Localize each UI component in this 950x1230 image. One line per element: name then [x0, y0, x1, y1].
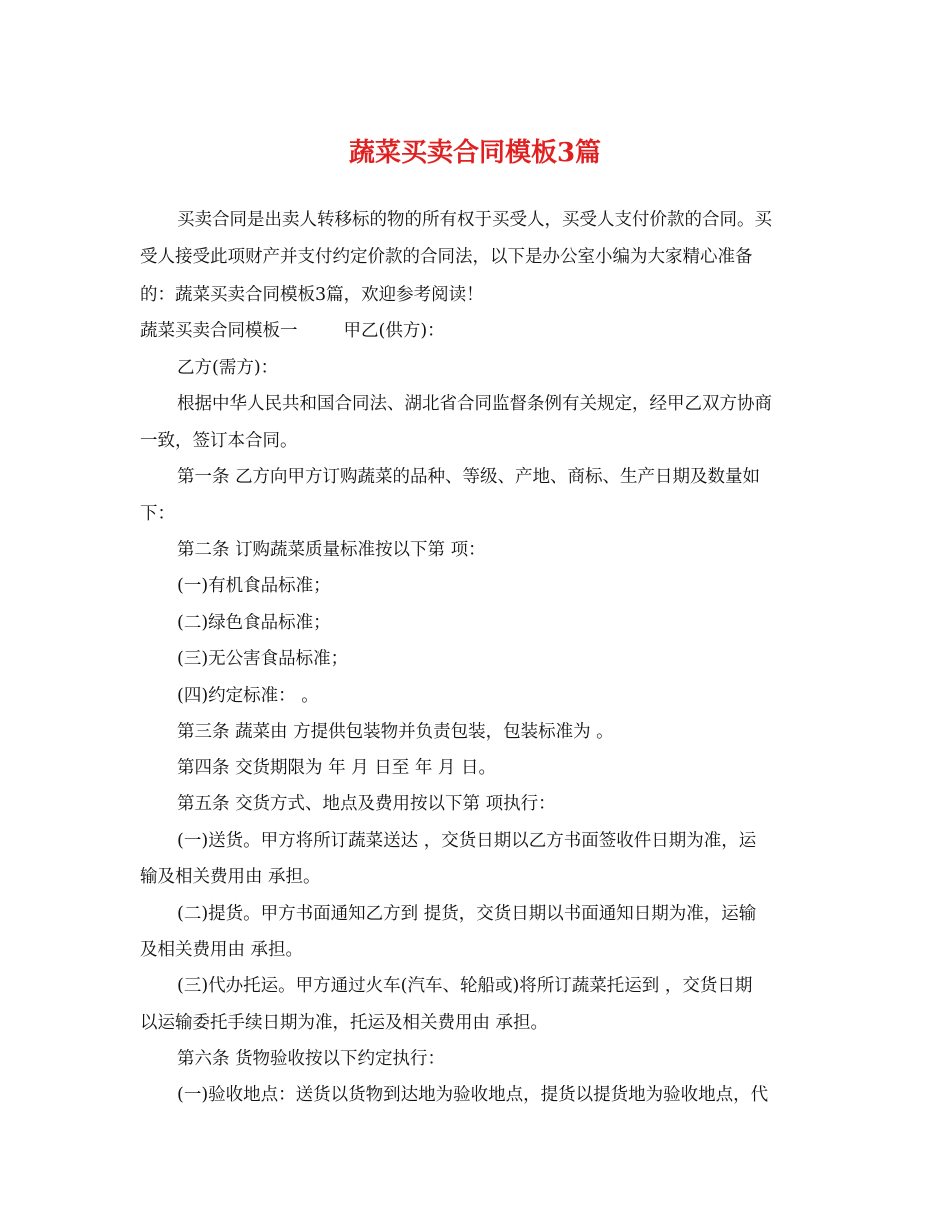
basis-line-2: 一致，签订本合同。 — [140, 431, 298, 451]
delivery-2-line-2: 及相关费用由 承担。 — [140, 940, 304, 960]
delivery-2-line-1: (二)提货。甲方书面通知乙方到 提货，交货日期以书面通知日期为准，运输 — [177, 904, 757, 924]
template-one-line — [140, 319, 820, 343]
delivery-3-line-1: (三)代办托运。甲方通过火车(汽车、轮船或)将所订蔬菜托运到 ，交货日期 — [177, 976, 753, 996]
intro-line-1: 买卖合同是出卖人转移标的物的所有权于买受人，买受人支付价款的合同。买 — [177, 210, 772, 230]
delivery-1-line-1: (一)送货。甲方将所订蔬菜送达 ，交货日期以乙方书面签收件日期为准，运 — [177, 831, 757, 851]
party-b-label: 乙方(需方)： — [177, 358, 279, 378]
standard-4: (四)约定标准： 。 — [177, 686, 319, 706]
party-a-label: 甲乙(供方)： — [343, 321, 445, 341]
template-one-heading: 蔬菜买卖合同模板一 — [140, 321, 298, 341]
intro-line-2: 受人接受此项财产并支付约定价款的合同法，以下是办公室小编为大家精心准备 — [140, 247, 753, 267]
standard-1: (一)有机食品标准； — [177, 576, 331, 596]
article-4: 第四条 交货期限为 年 月 日至 年 月 日。 — [177, 758, 496, 778]
article-2: 第二条 订购蔬菜质量标准按以下第 项： — [177, 540, 486, 560]
article-1-line-1: 第一条 乙方向甲方订购蔬菜的品种、等级、产地、商标、生产日期及数量如 — [177, 467, 761, 487]
delivery-3-line-2: 以运输委托手续日期为准，托运及相关费用由 承担。 — [140, 1013, 549, 1033]
delivery-1-line-2: 输及相关费用由 承担。 — [140, 867, 321, 887]
basis-line-1: 根据中华人民共和国合同法、湖北省合同监督条例有关规定，经甲乙双方协商 — [177, 394, 772, 414]
article-3: 第三条 蔬菜由 方提供包装物并负责包装，包装标准为 。 — [177, 722, 614, 742]
standard-3: (三)无公害食品标准； — [177, 649, 349, 669]
article-5: 第五条 交货方式、地点及费用按以下第 项执行： — [177, 794, 556, 814]
document-title: 蔬菜买卖合同模板3篇 — [348, 138, 602, 168]
standard-2: (二)绿色食品标准； — [177, 613, 331, 633]
article-1-line-2: 下： — [140, 504, 175, 524]
inspection-1: (一)验收地点：送货以货物到达地为验收地点，提货以提货地为验收地点，代 — [177, 1085, 769, 1105]
article-6: 第六条 货物验收按以下约定执行： — [177, 1049, 446, 1069]
intro-line-3: 的：蔬菜买卖合同模板3篇，欢迎参考阅读！ — [140, 285, 484, 305]
